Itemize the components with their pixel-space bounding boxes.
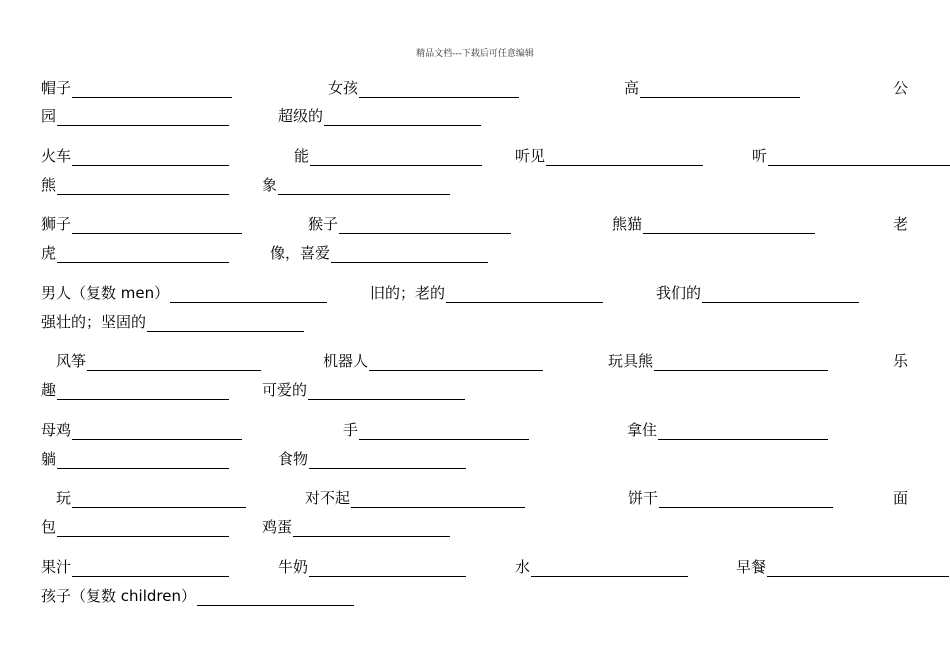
worksheet-line	[0, 175, 950, 195]
vocab-item	[893, 214, 908, 234]
worksheet-line	[0, 380, 950, 400]
vocab-word: 可爱的	[262, 381, 308, 399]
vocab-word: 机器人	[323, 352, 369, 370]
vocab-word: 虎	[41, 244, 57, 262]
answer-blank[interactable]	[57, 180, 229, 195]
vocab-word: 能	[294, 147, 310, 165]
vocab-word: 听	[752, 147, 768, 165]
vocab-item	[656, 283, 859, 303]
answer-blank[interactable]	[359, 425, 529, 440]
answer-blank[interactable]	[57, 111, 229, 126]
answer-blank[interactable]	[72, 493, 246, 508]
answer-blank[interactable]	[72, 83, 232, 98]
vocab-word: 风筝	[56, 352, 87, 370]
answer-blank[interactable]	[57, 248, 229, 263]
answer-blank[interactable]	[72, 425, 242, 440]
answer-blank[interactable]	[446, 288, 603, 303]
answer-blank[interactable]	[293, 522, 450, 537]
vocab-item	[305, 488, 525, 508]
vocab-item	[41, 243, 229, 263]
vocab-item	[308, 214, 511, 234]
vocab-word: 听见	[515, 147, 546, 165]
vocab-word: 超级的	[278, 107, 324, 125]
worksheet-line	[0, 517, 950, 537]
vocab-word: 乐	[893, 352, 909, 370]
vocab-word: 面	[893, 489, 909, 507]
answer-blank[interactable]	[310, 151, 482, 166]
answer-blank[interactable]	[309, 454, 466, 469]
answer-blank[interactable]	[654, 356, 828, 371]
vocab-word: 像，喜爱	[270, 244, 331, 262]
vocab-word: 果汁	[41, 558, 72, 576]
answer-blank[interactable]	[768, 151, 950, 166]
vocab-word: 象	[262, 176, 278, 194]
vocab-item	[41, 214, 242, 234]
worksheet-line	[0, 557, 950, 577]
answer-blank[interactable]	[87, 356, 261, 371]
vocab-item	[278, 106, 481, 126]
answer-blank[interactable]	[72, 151, 229, 166]
vocab-word: 高	[624, 79, 640, 97]
vocab-item	[328, 78, 519, 98]
vocab-item	[893, 351, 908, 371]
answer-blank[interactable]	[278, 180, 450, 195]
vocab-word: 强壮的；坚固的	[41, 313, 147, 331]
vocab-item	[627, 420, 828, 440]
vocab-word: 手	[343, 421, 359, 439]
vocab-word: 猴子	[308, 215, 339, 233]
vocab-item	[41, 380, 229, 400]
vocab-word: 饼干	[628, 489, 659, 507]
vocab-word: 玩具熊	[608, 352, 654, 370]
worksheet-line	[0, 78, 950, 98]
vocab-word: 早餐	[736, 558, 767, 576]
vocab-item	[278, 449, 466, 469]
vocab-word: 躺	[41, 450, 57, 468]
answer-blank[interactable]	[702, 288, 859, 303]
answer-blank[interactable]	[359, 83, 519, 98]
vocab-item	[41, 420, 242, 440]
worksheet-line	[0, 351, 950, 371]
vocab-word: 老	[893, 215, 909, 233]
vocab-word: 玩	[56, 489, 72, 507]
vocab-word: 帽子	[41, 79, 72, 97]
answer-blank[interactable]	[546, 151, 703, 166]
worksheet-line	[0, 283, 950, 303]
answer-blank[interactable]	[659, 493, 833, 508]
vocab-word: 水	[515, 558, 531, 576]
vocab-item	[262, 380, 465, 400]
answer-blank[interactable]	[197, 591, 354, 606]
vocab-word: 对不起	[305, 489, 351, 507]
vocab-word: 包	[41, 518, 57, 536]
worksheet-line	[0, 420, 950, 440]
vocab-word: 园	[41, 107, 57, 125]
answer-blank[interactable]	[339, 219, 511, 234]
answer-blank[interactable]	[72, 562, 229, 577]
answer-blank[interactable]	[57, 522, 229, 537]
worksheet-line	[0, 488, 950, 508]
answer-blank[interactable]	[57, 385, 229, 400]
vocab-item	[736, 557, 949, 577]
vocab-item	[270, 243, 488, 263]
vocab-word: 拿住	[627, 421, 658, 439]
vocab-item	[41, 146, 229, 166]
vocab-item	[41, 175, 229, 195]
vocab-word: 男人（复数 men）	[41, 284, 170, 302]
answer-blank[interactable]	[72, 219, 242, 234]
vocab-item	[752, 146, 950, 166]
vocab-item	[612, 214, 815, 234]
vocab-item	[56, 351, 261, 371]
vocab-word: 熊猫	[612, 215, 643, 233]
answer-blank[interactable]	[531, 562, 688, 577]
vocab-item	[624, 78, 800, 98]
answer-blank[interactable]	[369, 356, 543, 371]
answer-blank[interactable]	[309, 562, 466, 577]
vocab-word: 母鸡	[41, 421, 72, 439]
answer-blank[interactable]	[308, 385, 465, 400]
vocab-item	[893, 488, 908, 508]
vocab-word: 旧的；老的	[370, 284, 446, 302]
vocab-item	[515, 146, 703, 166]
vocab-word: 我们的	[656, 284, 702, 302]
answer-blank[interactable]	[331, 248, 488, 263]
vocab-item	[41, 449, 229, 469]
vocab-item	[370, 283, 603, 303]
vocab-item	[56, 488, 246, 508]
vocab-item	[628, 488, 833, 508]
vocab-item	[41, 312, 304, 332]
worksheet-line	[0, 106, 950, 126]
answer-blank[interactable]	[351, 493, 525, 508]
vocab-item	[41, 517, 229, 537]
worksheet-line	[0, 312, 950, 332]
vocab-word: 趣	[41, 381, 57, 399]
answer-blank[interactable]	[324, 111, 481, 126]
vocab-item	[41, 557, 229, 577]
vocab-word: 鸡蛋	[262, 518, 293, 536]
vocab-word: 牛奶	[278, 558, 309, 576]
worksheet-line	[0, 146, 950, 166]
answer-blank[interactable]	[767, 562, 949, 577]
answer-blank[interactable]	[57, 454, 229, 469]
vocab-word: 狮子	[41, 215, 72, 233]
answer-blank[interactable]	[640, 83, 800, 98]
vocab-word: 女孩	[328, 79, 359, 97]
answer-blank[interactable]	[658, 425, 828, 440]
vocab-item	[41, 283, 327, 303]
vocab-item	[608, 351, 828, 371]
vocab-word: 熊	[41, 176, 57, 194]
vocab-item	[278, 557, 466, 577]
vocab-item	[294, 146, 482, 166]
answer-blank[interactable]	[643, 219, 815, 234]
worksheet-line	[0, 586, 950, 606]
vocab-item	[262, 517, 450, 537]
vocab-item	[343, 420, 529, 440]
vocab-word: 食物	[278, 450, 309, 468]
vocab-item	[323, 351, 543, 371]
worksheet-line	[0, 243, 950, 263]
vocab-item	[41, 78, 232, 98]
page-header: 精品文档---下载后可任意编辑	[416, 49, 534, 59]
worksheet-line	[0, 449, 950, 469]
answer-blank[interactable]	[147, 317, 304, 332]
vocab-item	[515, 557, 688, 577]
worksheet-line	[0, 214, 950, 234]
vocab-item	[893, 78, 908, 98]
vocab-item	[41, 586, 354, 606]
vocab-item	[262, 175, 450, 195]
vocab-item	[41, 106, 229, 126]
vocab-word: 公	[893, 79, 909, 97]
vocab-word: 火车	[41, 147, 72, 165]
vocab-word: 孩子（复数 children）	[41, 587, 196, 605]
answer-blank[interactable]	[170, 288, 327, 303]
